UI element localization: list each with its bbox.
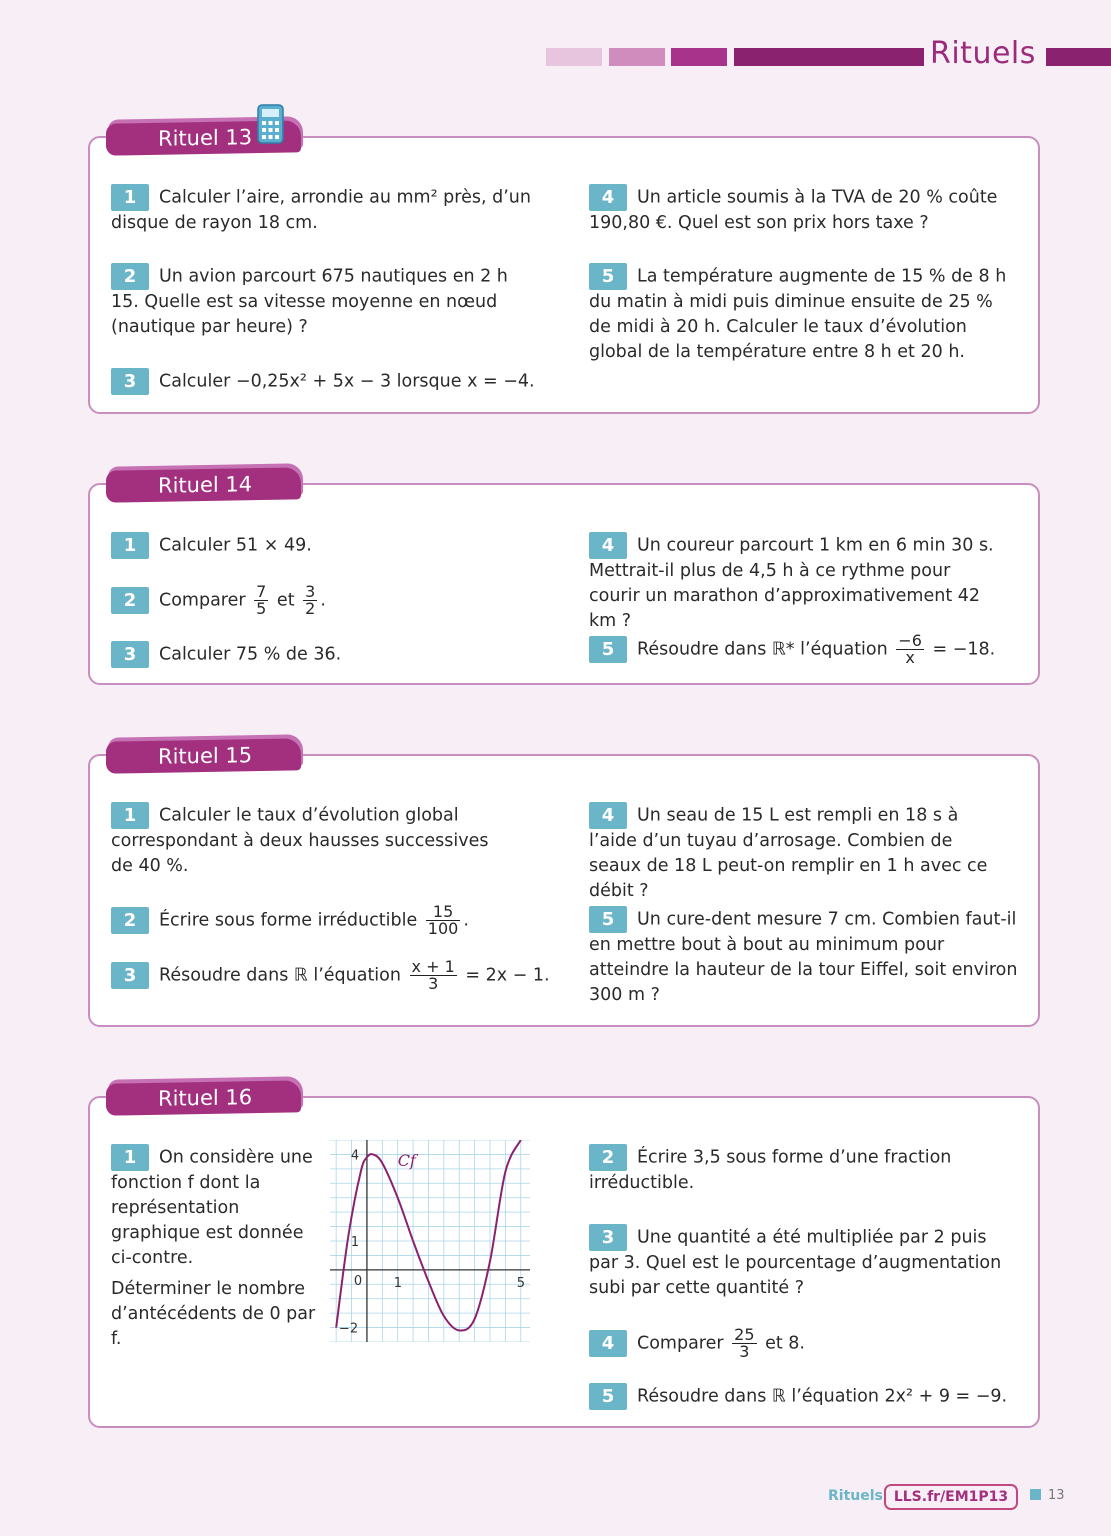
question-number: 3: [111, 368, 149, 395]
question-text: Calculer 51 × 49.: [159, 535, 312, 556]
page-number: 13: [1048, 1488, 1065, 1503]
footer-label: Rituels: [828, 1488, 883, 1504]
question-text: Résoudre dans ℝ l’équation: [159, 965, 401, 986]
question-text: Une quantité a été multipliée par 2 puis par 3. Quel est le pourcentage d’augmentation subi par cette quantité ?: [589, 1227, 1002, 1298]
question-number: 5: [589, 263, 627, 290]
fraction: [426, 904, 461, 937]
question-number: 3: [111, 962, 149, 989]
fraction: [410, 959, 457, 992]
header-bar: [734, 48, 924, 66]
rituel-16-q5: [589, 1383, 1029, 1410]
question-number: 4: [589, 184, 627, 211]
question-number: 1: [111, 532, 149, 559]
denominator: 5: [256, 599, 267, 618]
question-number: 4: [589, 1330, 627, 1357]
question-text: .: [463, 910, 469, 931]
numerator: 15: [432, 902, 454, 921]
rituel-15-q3: [111, 959, 581, 992]
question-text: Calculer le taux d’évolution global correspondant à deux hausses successives de 40 %.: [111, 805, 489, 876]
question-text: Calculer l’aire, arrondie au mm² près, d’un disque de rayon 18 cm.: [111, 187, 531, 233]
rituel-14-tab: Rituel 14: [106, 467, 301, 502]
rituel-13-q1: [111, 184, 531, 236]
rituel-14-q3: [111, 641, 531, 668]
page-title: Rituels: [930, 36, 1036, 71]
header-bar: [609, 48, 665, 66]
numerator: x + 1: [411, 957, 455, 976]
question-text: et: [276, 590, 295, 611]
rituel-15-q2: [111, 904, 551, 937]
rituel-14-q5: [589, 633, 1029, 666]
y-tick-label: 4: [350, 1148, 360, 1164]
rituel-16-q3: [589, 1224, 1009, 1301]
question-text: Calculer 75 % de 36.: [159, 644, 342, 665]
question-text: Un avion parcourt 675 nautiques en 2 h 15. Quelle est sa vitesse moyenne en nœud (nautique par heure) ?: [111, 266, 508, 337]
question-number: 2: [111, 587, 149, 614]
question-number: 3: [589, 1224, 627, 1251]
x-tick-label: 0: [353, 1273, 363, 1289]
question-text: Résoudre dans ℝ l’équation 2x² + 9 = −9.: [637, 1386, 1008, 1407]
denominator: 3: [732, 1343, 756, 1360]
rituel-16-q2: [589, 1144, 1009, 1196]
footer-square: [1030, 1489, 1041, 1500]
rituel-14-q1: [111, 532, 531, 559]
question-number: 4: [589, 802, 627, 829]
question-number: 1: [111, 1144, 149, 1171]
question-text: Un cure-dent mesure 7 cm. Combien faut-il en mettre bout à bout au minimum pour atteindre la hauteur de la tour Eiffel, soit environ 300 m ?: [589, 909, 1018, 1005]
rituel-14-q2: [111, 584, 531, 617]
numerator: 7: [256, 582, 267, 601]
question-text: Un seau de 15 L est rempli en 18 s à l’aide d’un tuyau d’arrosage. Combien de seaux de 18 L peut-on remplir en 1 h avec ce débit ?: [589, 805, 988, 901]
rituel-13-tab: Rituel 13: [106, 120, 301, 155]
calculator-icon: [256, 103, 286, 145]
question-text: Écrire 3,5 sous forme d’une fraction irréductible.: [589, 1147, 952, 1193]
rituel-15-tab: Rituel 15: [106, 738, 301, 773]
question-text: Résoudre dans ℝ* l’équation: [637, 639, 888, 660]
y-tick-label: −2: [338, 1321, 359, 1337]
rituel-16-q1: [111, 1144, 316, 1352]
question-number: 5: [589, 1383, 627, 1410]
question-text: et 8.: [765, 1333, 805, 1354]
question-text: Écrire sous forme irréductible: [159, 910, 418, 931]
question-text: On considère une fonction f dont la représentation graphique est donnée ci-contre.: [111, 1147, 313, 1268]
rituel-16-q4: [589, 1327, 1009, 1360]
question-number: 5: [589, 636, 627, 663]
rituel-15-q4: [589, 802, 1009, 904]
y-tick-label: 1: [350, 1235, 360, 1250]
fraction: [254, 584, 268, 617]
question-text: .: [320, 590, 326, 611]
header-bar: [1046, 48, 1111, 66]
question-text: Un coureur parcourt 1 km en 6 min 30 s. Mettrait-il plus de 4,5 h à ce rythme pour courir un marathon d’approximativement 42 km ?: [589, 535, 994, 631]
rituel-13-q3: [111, 368, 551, 395]
question-number: 4: [589, 532, 627, 559]
header-bar: [546, 48, 602, 66]
curve-label: Cf: [397, 1150, 416, 1170]
x-tick-label: 5: [516, 1275, 526, 1291]
rituel-13-q2: [111, 263, 531, 340]
fraction: [732, 1327, 756, 1360]
numerator: 3: [305, 582, 316, 601]
rituel-13-q4: [589, 184, 1009, 236]
denominator: x: [896, 649, 924, 666]
question-text: Comparer: [159, 590, 246, 611]
footer-link[interactable]: LLS.fr/EM1P13: [884, 1484, 1018, 1510]
x-tick-label: 1: [393, 1275, 402, 1291]
denominator: 2: [305, 599, 316, 618]
question-text: Comparer: [637, 1333, 724, 1354]
fraction: [896, 633, 924, 666]
rituel-13-q5: [589, 263, 1014, 365]
question-number: 5: [589, 906, 627, 933]
function-graph: [330, 1140, 530, 1342]
rituel-15-q1: [111, 802, 491, 879]
numerator: 25: [734, 1325, 755, 1344]
fraction: [303, 584, 317, 617]
question-text: Déterminer le nombre d’antécédents de 0 par f.: [111, 1279, 316, 1349]
question-number: 3: [111, 641, 149, 668]
question-text: = −18.: [932, 639, 996, 660]
question-number: 2: [589, 1144, 627, 1171]
question-text: Calculer −0,25x² + 5x − 3 lorsque x = −4.: [159, 371, 535, 392]
question-number: 2: [111, 263, 149, 290]
rituel-16-tab: Rituel 16: [106, 1080, 301, 1115]
rituel-15-q5: [589, 906, 1019, 1008]
denominator: 3: [410, 975, 457, 992]
question-text: La température augmente de 15 % de 8 h du matin à midi puis diminue ensuite de 25 % de midi à 20 h. Calculer le taux d’évolution global de la température entre 8 h et 20 h.: [589, 266, 1007, 362]
numerator: −6: [898, 631, 922, 650]
denominator: 100: [427, 919, 459, 938]
rituel-14-q4: [589, 532, 1004, 634]
question-number: 1: [111, 802, 149, 829]
graph-grid: [330, 1140, 530, 1342]
question-number: 1: [111, 184, 149, 211]
question-number: 2: [111, 907, 149, 934]
question-text: Un article soumis à la TVA de 20 % coûte 190,80 €. Quel est son prix hors taxe ?: [589, 187, 998, 233]
question-text: = 2x − 1.: [465, 965, 550, 986]
header-bar: [671, 48, 727, 66]
